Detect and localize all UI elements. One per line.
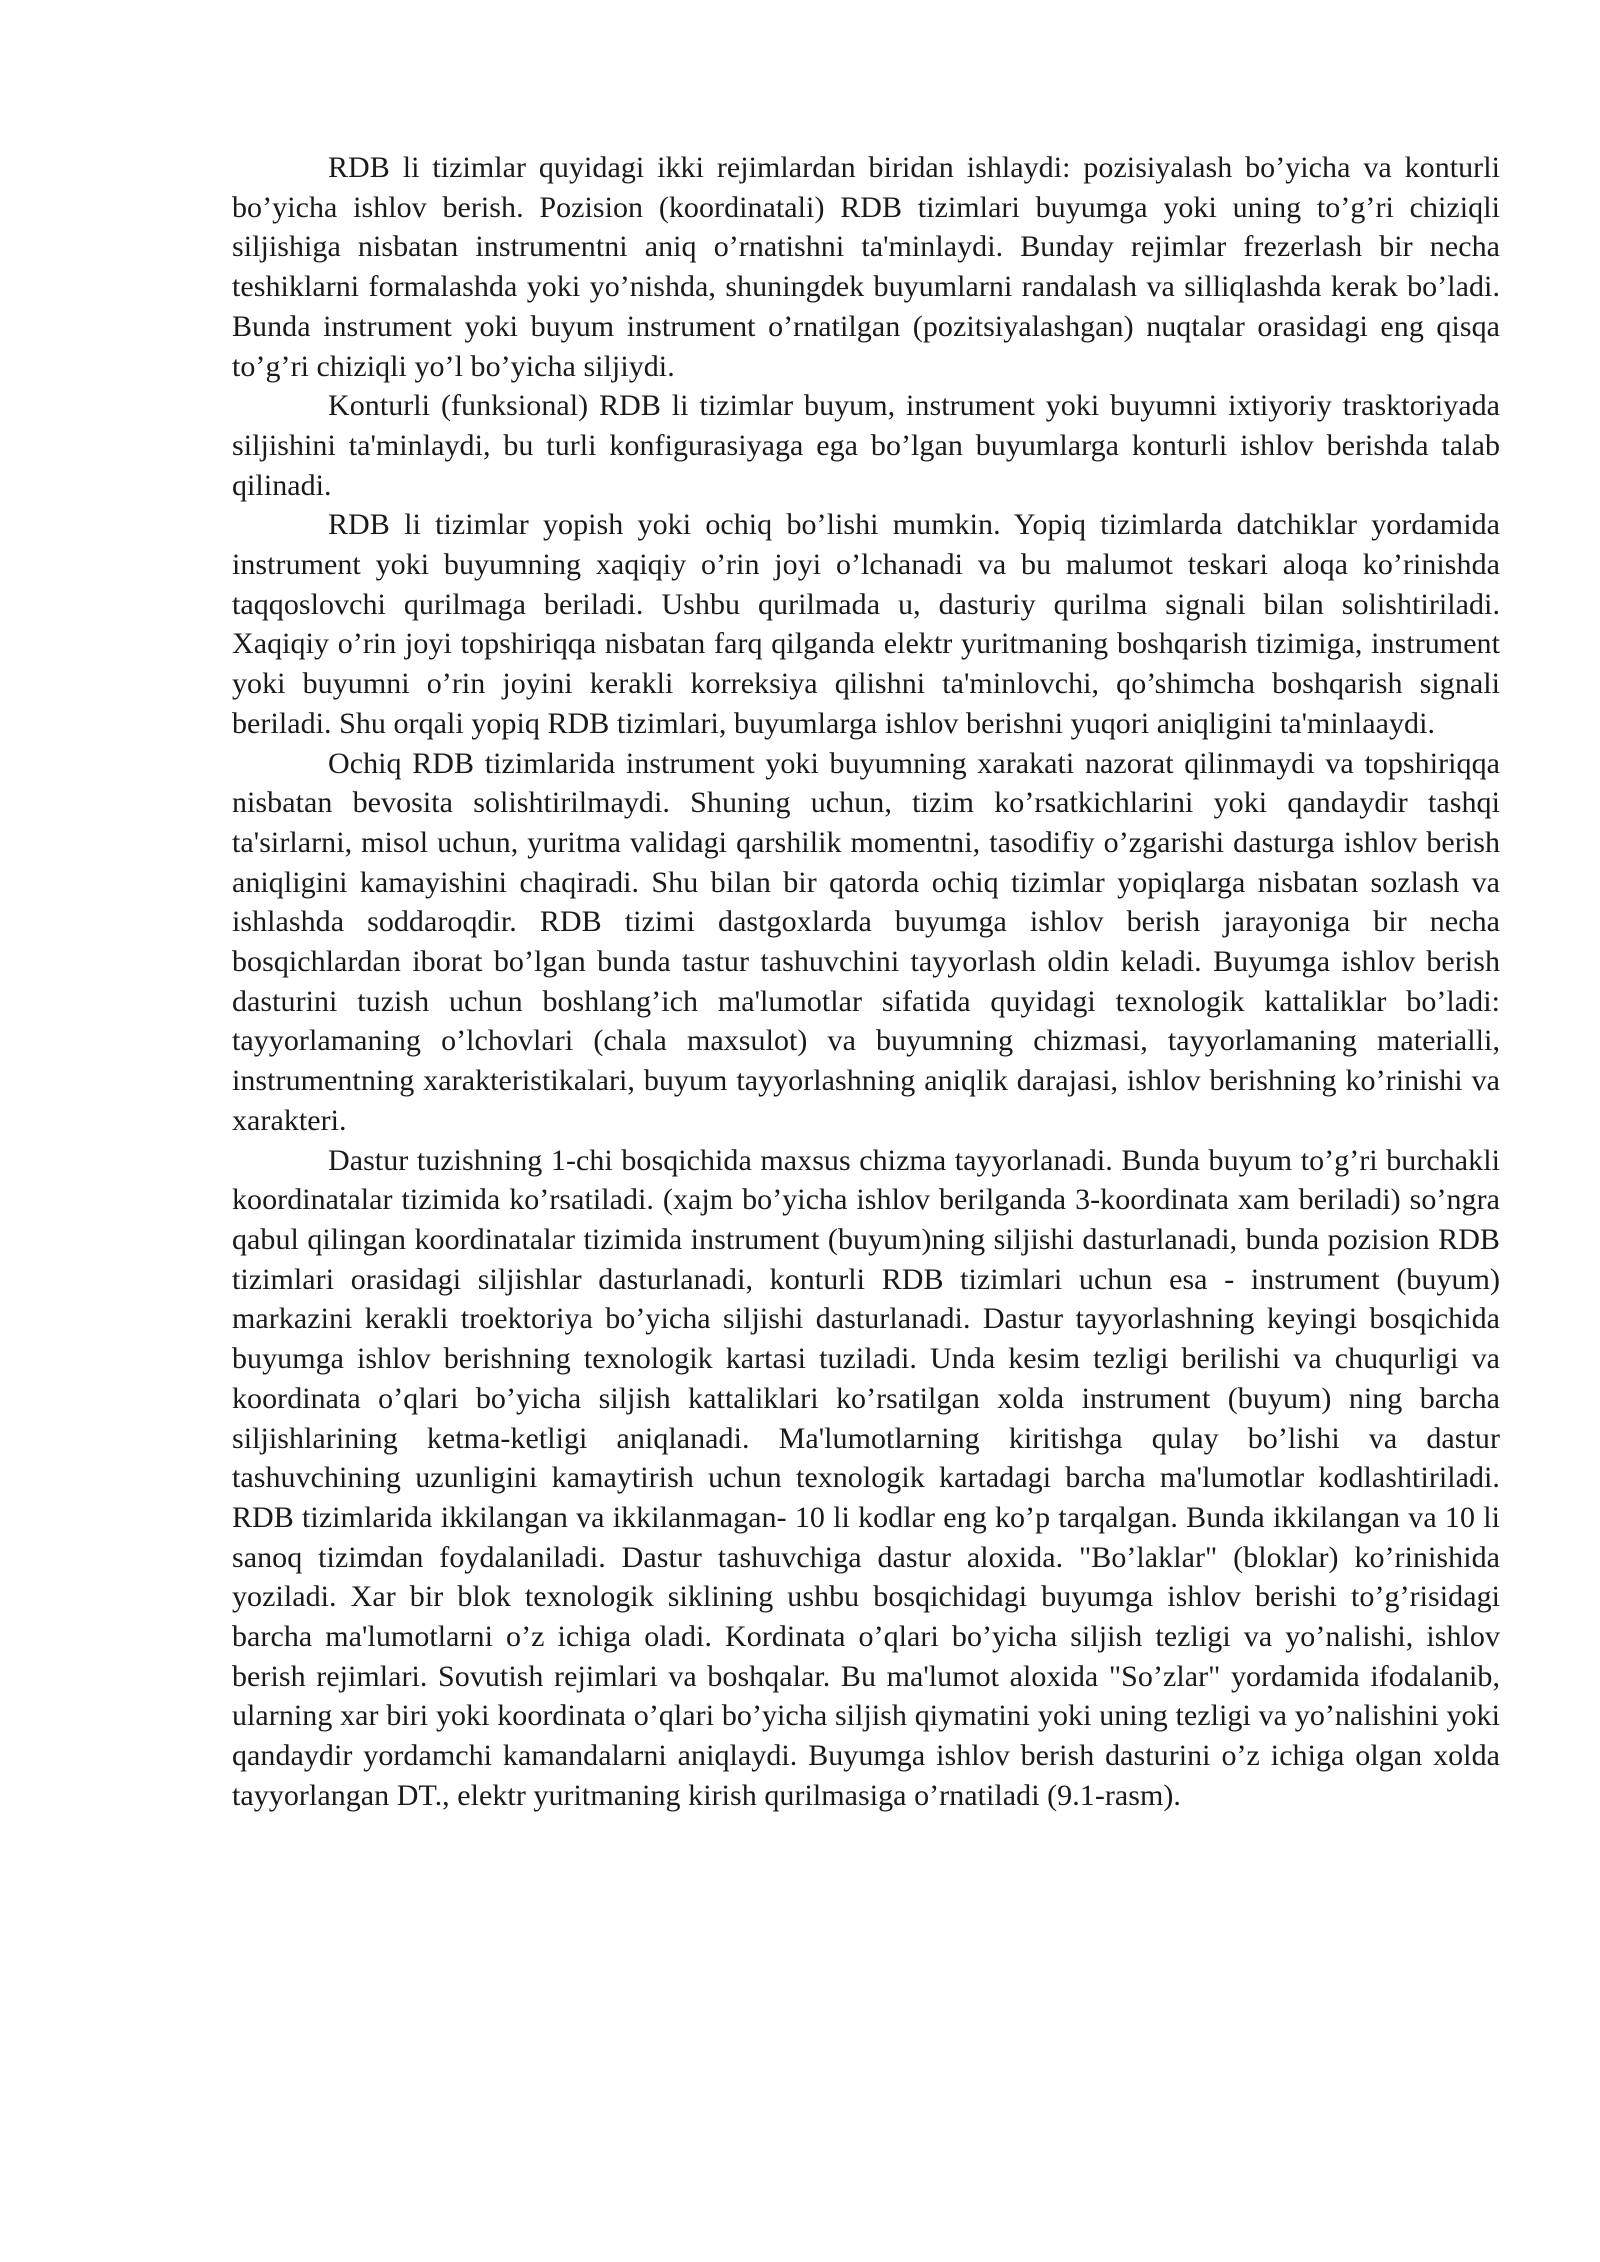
paragraph-open-systems: Ochiq RDB tizimlarida instrument yoki buyumning xarakati nazorat qilinmaydi va topshiriqqa nisbatan bevosita solishtirilmaydi. Shuning uchun, tizim ko’rsatkichlarini yoki qandaydir tashqi ta'sirlarni, misol uchun, yuritma validagi qarshilik momentni, tasodifiy o’zgarishi dasturga ishlov berish aniqligini kamayishini chaqiradi. Shu bilan bir qatorda ochiq tizimlar yopiqlarga nisbatan sozlash va ishlashda soddaroqdir. RDB tizimi dastgoxlarda buyumga ishlov berish jarayoniga bir necha bosqichlardan iborat bo’lgan bunda tastur tashuvchini tayyorlash oldin keladi. Buyumga ishlov berish dasturini tuzish uchun boshlang’ich ma'lumotlar sifatida quyidagi texnologik kattaliklar bo’ladi: tayyorlamaning o’lchovlari (chala maxsulot) va buyumning chizmasi, tayyorlamaning materialli, instrumentning xarakteristikalari, buyum tayyorlashning aniqlik darajasi, ishlov berishning ko’rinishi va xarakteri.	[232, 746, 1500, 1137]
paragraph-closed-systems: RDB li tizimlar yopish yoki ochiq bo’lishi mumkin. Yopiq tizimlarda datchiklar yordamida instrument yoki buyumning xaqiqiy o’rin joyi o’lchanadi va bu malumot teskari aloqa ko’rinishda taqqoslovchi qurilmaga beriladi. Ushbu qurilmada u, dasturiy qurilma signali bilan solishtiriladi. Xaqiqiy o’rin joyi topshiriqqa nisbatan farq qilganda elektr yuritmaning boshqarish tizimiga, instrument yoki buyumni o’rin joyini kerakli korreksiya qilishni ta'minlovchi, qo’shimcha boshqarish signali beriladi. Shu orqali yopiq RDB tizimlari, buyumlarga ishlov berishni yuqori aniqligini ta'minlaaydi.	[232, 508, 1500, 740]
paragraph-program-preparation: Dastur tuzishning 1-chi bosqichida maxsus chizma tayyorlanadi. Bunda buyum to’g’ri burchakli koordinatalar tizimida ko’rsatiladi. (xajm bo’yicha ishlov berilganda 3-koordinata xam beriladi) so’ngra qabul qilingan koordinatalar tizimida instrument (buyum)ning siljishi dasturlanadi, bunda pozision RDB tizimlari orasidagi siljishlar dasturlanadi, konturli RDB tizimlari uchun esa - instrument (buyum) markazini kerakli troektoriya bo’yicha siljishi dasturlanadi. Dastur tayyorlashning keyingi bosqichida buyumga ishlov berishning texnologik kartasi tuziladi. Unda kesim tezligi berilishi va chuqurligi va koordinata o’qlari bo’yicha siljish kattaliklari ko’rsatilgan xolda instrument (buyum) ning barcha siljishlarining ketma-ketligi aniqlanadi. Ma'lumotlarning kiritishga qulay bo’lishi va dastur tashuvchining uzunligini kamaytirish uchun texnologik kartadagi barcha ma'lumotlar kodlashtiriladi. RDB tizimlarida ikkilangan va ikkilanmagan- 10 li kodlar eng ko’p tarqalgan. Bunda ikkilangan va 10 li sanoq tizimdan foydalaniladi. Dastur tashuvchiga dastur aloxida. "Bo’laklar" (bloklar) ko’rinishida yoziladi. Xar bir blok texnologik siklining ushbu bosqichidagi buyumga ishlov berishi to’g’risidagi barcha ma'lumotlarni o’z ichiga oladi. Kordinata o’qlari bo’yicha siljish tezligi va yo’nalishi, ishlov berish rejimlari. Sovutish rejimlari va boshqalar. Bu ma'lumot aloxida "So’zlar" yordamida ifodalanib, ularning xar biri yoki koordinata o’qlari bo’yicha siljish qiymatini yoki uning tezligi va yo’nalishini yoki qandaydir yordamchi kamandalarni aniqlaydi. Buyumga ishlov berish dasturini o’z ichiga olgan xolda tayyorlangan DT., elektr yuritmaning kirish qurilmasiga o’rnatiladi (9.1-rasm).	[232, 1143, 1500, 1812]
paragraph-contour-systems: Konturli (funksional) RDB li tizimlar buyum, instrument yoki buyumni ixtiyoriy trasktoriyada siljishini ta'minlaydi, bu turli konfigurasiyaga ega bo’lgan buyumlarga konturli ishlov berishda talab qilinadi.	[232, 389, 1500, 502]
body-text	[232, 148, 1500, 1816]
paragraph-positioning-modes: RDB li tizimlar quyidagi ikki rejimlardan biridan ishlaydi: pozisiyalash bo’yicha va konturli bo’yicha ishlov berish. Pozision (koordinatali) RDB tizimlari buyumga yoki uning to’g’ri chiziqli siljishiga nisbatan instrumentni aniq o’rnatishni ta'minlaydi. Bunday rejimlar frezerlash bir necha teshiklarni formalashda yoki yo’nishda, shuningdek buyumlarni randalash va silliqlashda kerak bo’ladi. Bunda instrument yoki buyum instrument o’rnatilgan (pozitsiyalashgan) nuqtalar orasidagi eng qisqa to’g’ri chiziqli yo’l bo’yicha siljiydi.	[232, 151, 1500, 383]
